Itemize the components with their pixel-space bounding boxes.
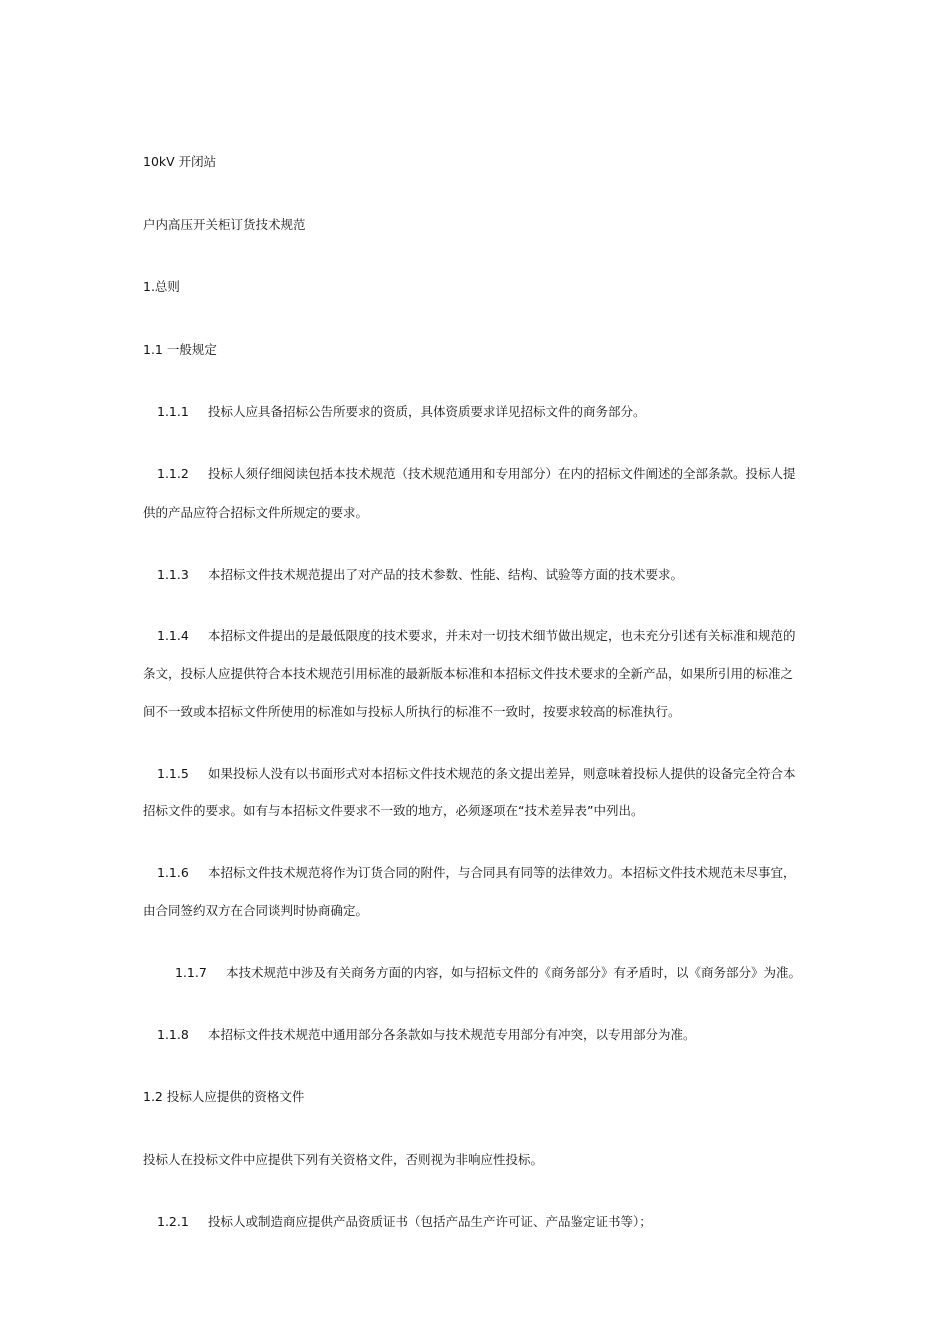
clause-1-1-4-continued-1: 条文，投标人应提供符合本技术规范引用标准的最新版本标准和本招标文件技术要求的全新产品，如果所引用的标准之: [143, 666, 794, 681]
section-heading-1-2: 1.2 投标人应提供的资格文件: [143, 1089, 305, 1104]
clause-text: 本招标文件技术规范提出了对产品的技术参数、性能、结构、试验等方面的技术要求。: [208, 567, 684, 582]
section-heading-1: 1.总则: [143, 279, 180, 294]
clause-text: 投标人应具备招标公告所要求的资质，具体资质要求详见招标文件的商务部分。: [208, 404, 646, 419]
clause-number: 1.1.6: [157, 865, 189, 880]
clause-1-1-4-continued-2: 间不一致或本招标文件所使用的标准如与投标人所执行的标准不一致时，按要求较高的标准执行。: [143, 704, 681, 719]
clause-1-1-5-continued: 招标文件的要求。如有与本招标文件要求不一致的地方，必须逐项在“技术差异表”中列出。: [143, 803, 644, 818]
clause-number: 1.1.8: [157, 1027, 189, 1042]
clause-1-2-1: [157, 1214, 652, 1230]
clause-1-1-6: [157, 865, 796, 881]
clause-number: 1.1.7: [175, 965, 207, 980]
clause-1-1-4: [157, 628, 796, 644]
doc-title-line1: 10kV 开闭站: [143, 154, 217, 169]
clause-text: 本招标文件技术规范将作为订货合同的附件，与合同具有同等的法律效力。本招标文件技术规范未尽事宜，: [208, 865, 796, 880]
clause-number: 1.1.3: [157, 567, 189, 582]
paragraph-1-2-intro: 投标人在投标文件中应提供下列有关资格文件，否则视为非响应性投标。: [143, 1152, 544, 1167]
section-heading-1-1: 1.1 一般规定: [143, 342, 217, 357]
clause-text: 投标人须仔细阅读包括本技术规范（技术规范通用和专用部分）在内的招标文件阐述的全部条款。投标人提: [208, 466, 796, 481]
doc-title-line2: 户内高压开关柜订货技术规范: [143, 217, 306, 232]
clause-number: 1.1.1: [157, 404, 189, 419]
clause-text: 如果投标人没有以书面形式对本招标文件技术规范的条文提出差异，则意味着投标人提供的设备完全符合本: [208, 766, 796, 781]
clause-number: 1.1.5: [157, 766, 189, 781]
clause-number: 1.1.4: [157, 628, 189, 643]
clause-number: 1.2.1: [157, 1214, 189, 1229]
clause-text: 本招标文件技术规范中通用部分各条款如与技术规范专用部分有冲突，以专用部分为准。: [208, 1027, 696, 1042]
clause-text: 本技术规范中涉及有关商务方面的内容，如与招标文件的《商务部分》有矛盾时，以《商务部分》为准。: [226, 965, 802, 980]
clause-1-1-3: [157, 567, 683, 583]
clause-1-1-6-continued: 由合同签约双方在合同谈判时协商确定。: [143, 903, 369, 918]
clause-1-1-5: [157, 766, 796, 782]
clause-number: 1.1.2: [157, 466, 189, 481]
clause-1-1-8: [157, 1027, 696, 1043]
clause-text: 投标人或制造商应提供产品资质证书（包括产品生产许可证、产品鉴定证书等）；: [208, 1214, 652, 1229]
clause-1-1-1: [157, 404, 646, 420]
clause-1-1-2: [157, 466, 796, 482]
clause-text: 本招标文件提出的是最低限度的技术要求，并未对一切技术细节做出规定，也未充分引述有关标准和规范的: [208, 628, 796, 643]
clause-1-1-2-continued: 供的产品应符合招标文件所规定的要求。: [143, 505, 369, 520]
clause-1-1-7: [175, 965, 801, 981]
